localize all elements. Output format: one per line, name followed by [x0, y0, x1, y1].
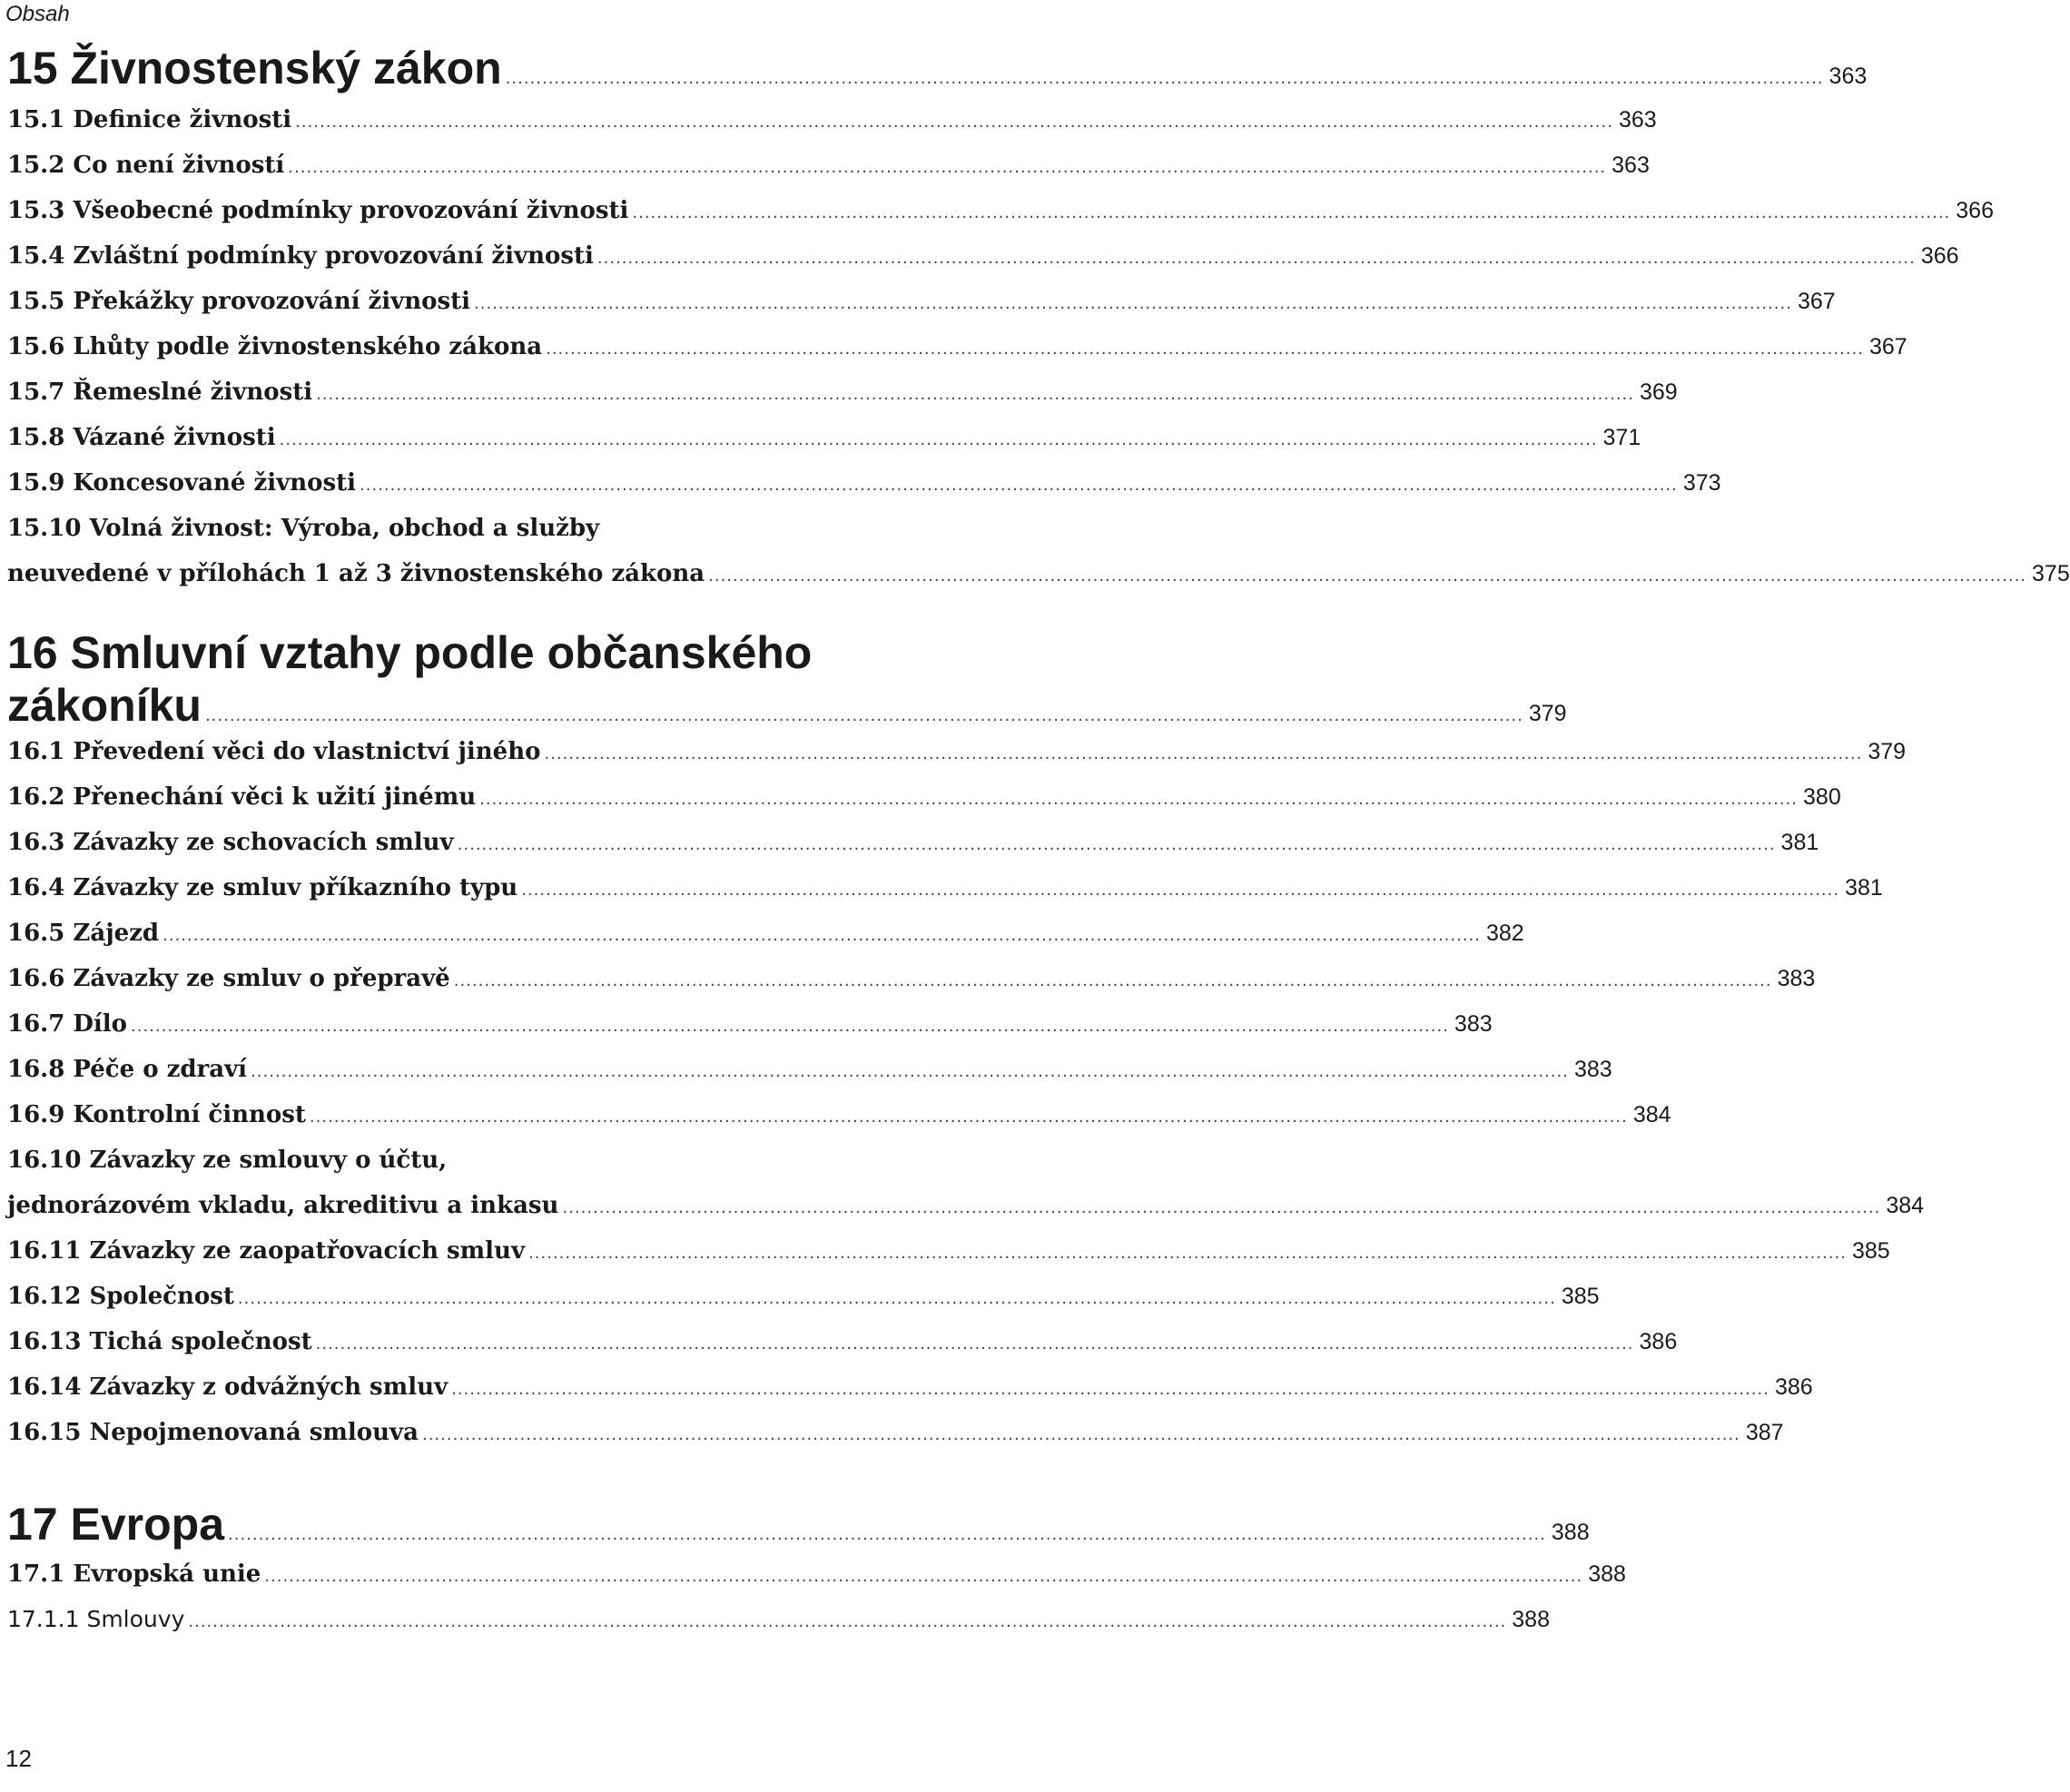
toc-entry-16-2[interactable]	[7, 781, 1841, 826]
entry-label: 15.7 Řemeslné živnosti	[7, 379, 313, 406]
dot-leader: ........................................................................................................................................................................................................................	[421, 1425, 1740, 1444]
dot-leader: ........................................................................................................................................................................................................................	[204, 706, 1523, 725]
dot-leader: ........................................................................................................................................................................................................................	[228, 1525, 1546, 1544]
entry-label: 16.14 Závazky z odvážných smluv	[7, 1374, 448, 1401]
toc-entry-16-10[interactable]	[7, 1144, 1925, 1235]
toc-entry-15-2[interactable]	[7, 149, 1650, 194]
page-number: 366	[1956, 198, 1994, 223]
entry-label: 15.4 Zvláštní podmínky provozování živnosti	[7, 242, 594, 270]
toc-entry-16-11[interactable]	[7, 1235, 1890, 1280]
dot-leader: ........................................................................................................................................................................................................................	[596, 249, 1916, 268]
toc-entry-15-9[interactable]	[7, 467, 1721, 512]
toc-entry-17-1-1[interactable]	[7, 1603, 1550, 1649]
toc-entry-15-4[interactable]	[7, 240, 1959, 285]
chapter-title: 15 Živnostenský zákon	[7, 43, 502, 94]
page-number: 367	[1797, 289, 1836, 314]
page-number: 379	[1528, 701, 1567, 726]
page-number: 363	[1612, 153, 1650, 178]
dot-leader: ........................................................................................................................................................................................................................	[316, 385, 1634, 404]
entry-label: 15.9 Koncesované živnosti	[7, 469, 356, 497]
dot-leader: ........................................................................................................................................................................................................................	[237, 1289, 1556, 1308]
entry-label: 15.5 Překážky provozování živnosti	[7, 288, 471, 315]
entry-label: 16.7 Dílo	[7, 1010, 128, 1038]
entry-label-line1: 15.10 Volná živnost: Výroba, obchod a služby	[7, 515, 600, 542]
page-number: 383	[1573, 1057, 1612, 1082]
dot-leader: ........................................................................................................................................................................................................................	[453, 971, 1772, 990]
toc-entry-16-12[interactable]	[7, 1280, 1600, 1325]
page-number: 381	[1780, 830, 1819, 855]
toc-entry-16-13[interactable]	[7, 1325, 1678, 1371]
dot-leader: ........................................................................................................................................................................................................................	[544, 744, 1863, 763]
page-number: 383	[1777, 966, 1816, 991]
chapter-title: 17 Evropa	[7, 1499, 225, 1550]
dot-leader: ........................................................................................................................................................................................................................	[479, 790, 1799, 809]
toc-entry-16-14[interactable]	[7, 1371, 1813, 1416]
entry-label: 16.1 Převedení věci do vlastnictví jiného	[7, 738, 541, 765]
entry-label: 15.8 Vázané živnosti	[7, 424, 276, 451]
entry-label: 16.2 Přenechání věci k užití jinému	[7, 783, 477, 811]
entry-label: 16.15 Nepojmenovaná smlouva	[7, 1419, 419, 1446]
page-number: 371	[1602, 425, 1641, 450]
toc-entry-15-3[interactable]	[7, 194, 1994, 240]
page-number: 380	[1803, 784, 1841, 810]
dot-leader: ........................................................................................................................................................................................................................	[279, 430, 1598, 449]
page-number: 369	[1640, 379, 1678, 405]
toc-entry-16-6[interactable]	[7, 962, 1816, 1008]
page-number: 388	[1551, 1520, 1590, 1545]
entry-label: 17.1.1 Smlouvy	[7, 1606, 185, 1632]
toc-entry-16-5[interactable]	[7, 917, 1524, 962]
dot-leader: ........................................................................................................................................................................................................................	[359, 476, 1678, 495]
dot-leader: ........................................................................................................................................................................................................................	[546, 340, 1864, 359]
dot-leader: ........................................................................................................................................................................................................................	[251, 1062, 1569, 1081]
entry-label: 15.1 Definice živnosti	[7, 106, 292, 133]
page-number: 384	[1632, 1102, 1671, 1127]
dot-leader: ........................................................................................................................................................................................................................	[708, 566, 2027, 586]
toc-entry-15-8[interactable]	[7, 421, 1641, 467]
toc-entry-15-10[interactable]	[7, 512, 2070, 603]
toc-entry-16-1[interactable]	[7, 735, 1907, 781]
toc-entry-16-15[interactable]	[7, 1416, 1784, 1462]
page-number: 375	[2032, 561, 2070, 586]
dot-leader: ........................................................................................................................................................................................................................	[188, 1612, 1507, 1631]
entry-label: 16.4 Závazky ze smluv příkazního typu	[7, 874, 518, 901]
entry-line2	[7, 557, 2070, 603]
page-number: 366	[1920, 243, 1959, 269]
chapter-15-entry[interactable]	[7, 42, 1868, 102]
entry-line2	[7, 1189, 1925, 1235]
chapter-17-entry[interactable]	[7, 1498, 1590, 1556]
entry-label: 16.12 Společnost	[7, 1283, 234, 1310]
page-number: 382	[1486, 921, 1524, 946]
entry-label: 16.5 Zájezd	[7, 920, 160, 947]
toc-entry-15-6[interactable]	[7, 330, 1907, 376]
entry-label: 16.8 Péče o zdraví	[7, 1056, 248, 1083]
dot-leader: ........................................................................................................................................................................................................................	[295, 113, 1613, 132]
entry-label: 17.1 Evropská unie	[7, 1561, 261, 1588]
page-number: 383	[1454, 1011, 1493, 1037]
chapter-title-line1: 16 Smluvní vztahy podle občanského	[7, 627, 813, 678]
page-number: 381	[1845, 875, 1883, 901]
chapter-title-line2: zákoníku	[7, 680, 202, 731]
dot-leader: ........................................................................................................................................................................................................................	[315, 1334, 1634, 1354]
entry-label: 15.6 Lhůty podle živnostenského zákona	[7, 333, 543, 360]
table-of-contents	[7, 42, 2070, 1649]
dot-leader: ........................................................................................................................................................................................................................	[505, 69, 1824, 88]
page-number: 367	[1869, 334, 1907, 359]
page-number: 363	[1618, 107, 1657, 133]
page-number: 385	[1561, 1284, 1600, 1309]
page-number: 388	[1588, 1561, 1626, 1587]
entry-label: 16.9 Kontrolní činnost	[7, 1101, 306, 1128]
page-number: 386	[1774, 1374, 1813, 1400]
page-number: 386	[1639, 1329, 1678, 1354]
dot-leader: ........................................................................................................................................................................................................................	[264, 1567, 1583, 1586]
entry-label: 16.11 Závazky ze zaopatřovacích smluv	[7, 1237, 526, 1265]
toc-entry-15-7[interactable]	[7, 376, 1678, 421]
page-number: 373	[1682, 470, 1721, 496]
dot-leader: ........................................................................................................................................................................................................................	[521, 881, 1840, 900]
entry-label: 15.3 Všeobecné podmínky provozování živnosti	[7, 197, 629, 224]
toc-entry-16-7[interactable]	[7, 1008, 1493, 1053]
dot-leader: ........................................................................................................................................................................................................................	[474, 294, 1792, 313]
page-number: 379	[1868, 739, 1907, 764]
toc-entry-15-1[interactable]	[7, 103, 1657, 149]
page-number: 387	[1745, 1420, 1784, 1445]
entry-label: 16.3 Závazky ze schovacích smluv	[7, 829, 454, 856]
toc-entry-16-9[interactable]	[7, 1098, 1671, 1144]
entry-label: 15.2 Co není živností	[7, 152, 285, 179]
page-number: 384	[1886, 1193, 1925, 1218]
dot-leader: ........................................................................................................................................................................................................................	[528, 1244, 1847, 1263]
dot-leader: ........................................................................................................................................................................................................................	[288, 158, 1607, 177]
toc-entry-17-1[interactable]	[7, 1558, 1626, 1603]
dot-leader: ........................................................................................................................................................................................................................	[309, 1108, 1628, 1127]
page-number: 363	[1828, 64, 1868, 89]
dot-leader: ........................................................................................................................................................................................................................	[131, 1017, 1449, 1036]
toc-entry-16-4[interactable]	[7, 871, 1883, 917]
entry-label-line2: neuvedené v přílohách 1 až 3 živnostenského zákona	[7, 560, 705, 587]
entry-label: 16.13 Tichá společnost	[7, 1328, 312, 1355]
page-number: 388	[1512, 1607, 1550, 1632]
dot-leader: ........................................................................................................................................................................................................................	[632, 203, 1951, 222]
dot-leader: ........................................................................................................................................................................................................................	[562, 1198, 1881, 1217]
dot-leader: ........................................................................................................................................................................................................................	[163, 926, 1481, 945]
chapter-title-line2-row	[7, 679, 1567, 731]
entry-label-line2: jednorázovém vkladu, akreditivu a inkasu	[7, 1192, 559, 1219]
running-head: Obsah	[5, 2, 70, 26]
dot-leader: ........................................................................................................................................................................................................................	[451, 1380, 1769, 1399]
chapter-16-entry[interactable]	[7, 626, 1567, 731]
entry-label: 16.6 Závazky ze smluv o přepravě	[7, 965, 450, 992]
toc-entry-16-8[interactable]	[7, 1053, 1612, 1098]
entry-label-line1: 16.10 Závazky ze smlouvy o účtu,	[7, 1147, 448, 1174]
page-number: 385	[1851, 1238, 1890, 1264]
toc-entry-16-3[interactable]	[7, 826, 1819, 871]
dot-leader: ........................................................................................................................................................................................................................	[457, 835, 1776, 854]
toc-entry-15-5[interactable]	[7, 285, 1836, 330]
page-folio: 12	[5, 1745, 32, 1772]
